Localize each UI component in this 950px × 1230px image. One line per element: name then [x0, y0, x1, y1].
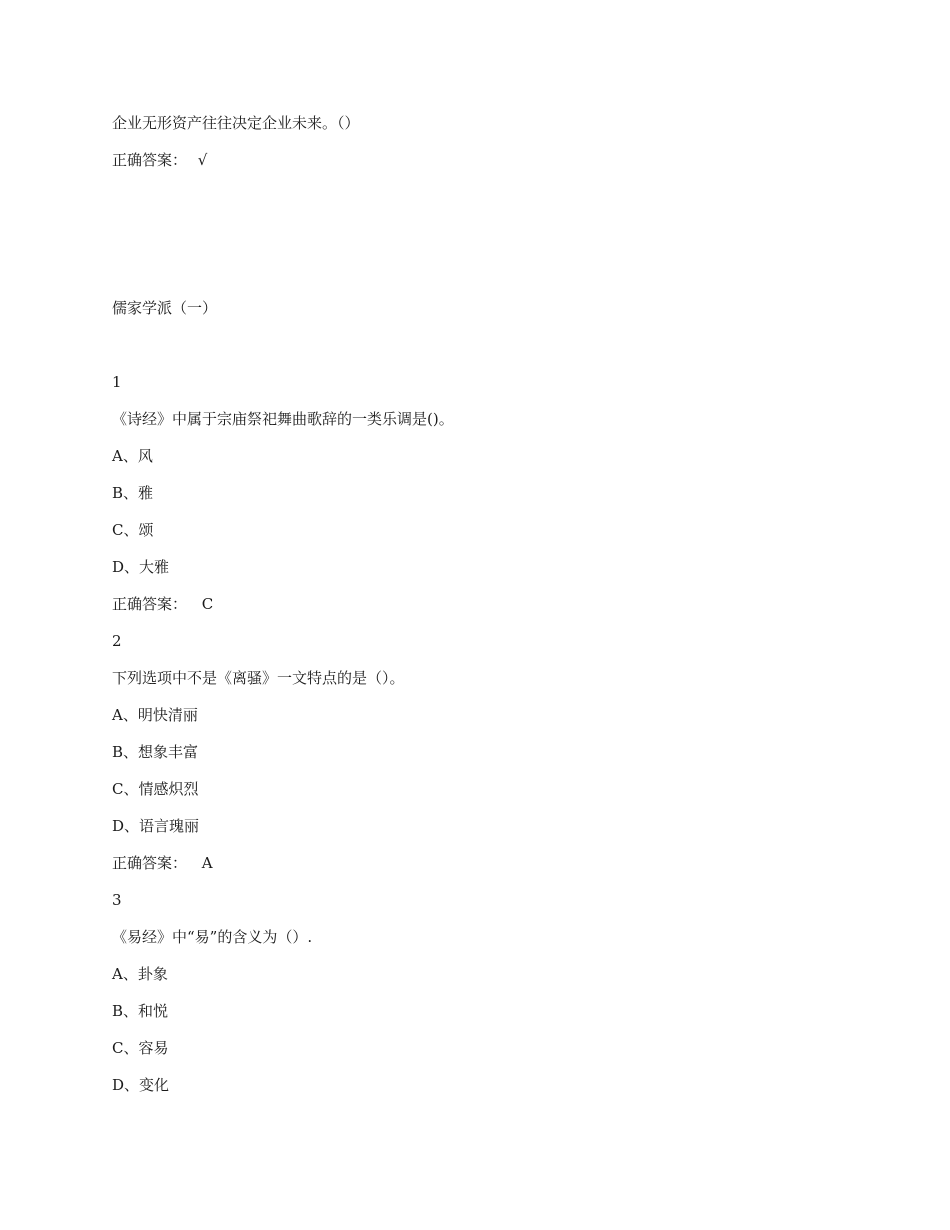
intro-answer: [112, 150, 207, 170]
question-number: 3: [112, 891, 122, 909]
option-c: C、情感炽烈: [112, 780, 199, 798]
answer-label: 正确答案：: [112, 854, 188, 872]
question-answer: [112, 594, 213, 614]
answer-label: 正确答案：: [112, 151, 188, 169]
question-text: 下列选项中不是《离骚》一文特点的是（）。: [112, 669, 405, 687]
question-text: 《诗经》中属于宗庙祭祀舞曲歌辞的一类乐调是()。: [112, 410, 454, 428]
section-title: 儒家学派（一）: [112, 299, 218, 317]
option-d: D、大雅: [112, 558, 170, 576]
option-a: A、卦象: [112, 965, 168, 983]
intro-question: 企业无形资产往往决定企业未来。（）: [112, 114, 360, 132]
option-a: A、风: [112, 447, 153, 465]
question-number: 2: [112, 632, 122, 650]
answer-label: 正确答案：: [112, 595, 188, 613]
option-b: B、和悦: [112, 1002, 169, 1020]
answer-value: √: [197, 151, 208, 169]
option-d: D、语言瑰丽: [112, 817, 200, 835]
option-c: C、颂: [112, 521, 154, 539]
question-answer: [112, 853, 213, 873]
option-d: D、变化: [112, 1076, 170, 1094]
option-a: A、明快清丽: [112, 706, 198, 724]
answer-value: C: [201, 595, 214, 613]
question-text: 《易经》中“易”的含义为（）.: [112, 928, 313, 946]
option-b: B、想象丰富: [112, 743, 199, 761]
option-b: B、雅: [112, 484, 154, 502]
question-number: 1: [112, 373, 122, 391]
option-c: C、容易: [112, 1039, 169, 1057]
answer-value: A: [201, 854, 213, 872]
